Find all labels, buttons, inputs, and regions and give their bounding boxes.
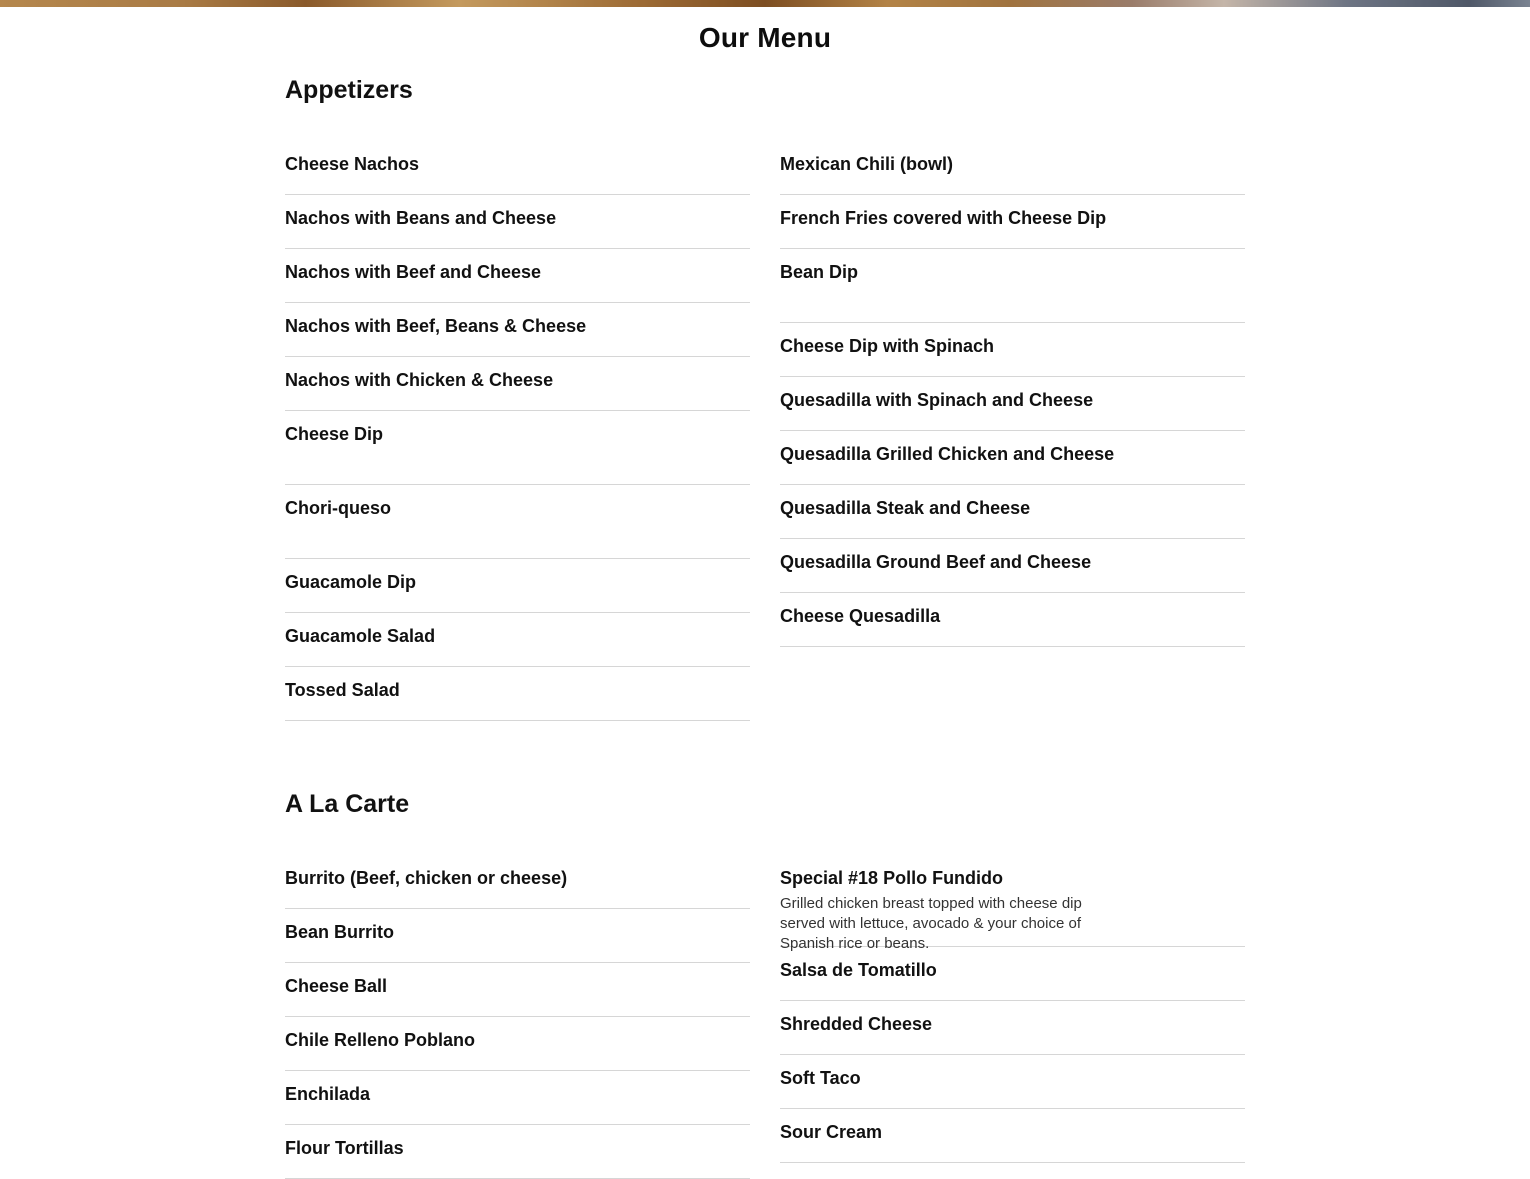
- menu-item-description: Grilled chicken breast topped with cheese dip served with lettuce, avocado & your choice of Spanish rice or beans.: [780, 895, 1082, 952]
- menu-item-name: Quesadilla Ground Beef and Cheese: [780, 552, 1092, 572]
- menu-item-name: Chile Relleno Poblano: [285, 1030, 476, 1050]
- menu-item-name: Bean Dip: [780, 262, 859, 282]
- menu-item[interactable]: [285, 1071, 750, 1125]
- top-banner-image: [0, 0, 1530, 7]
- menu-item-name: Guacamole Dip: [285, 572, 417, 592]
- menu-item[interactable]: [780, 249, 1245, 323]
- menu-item[interactable]: [285, 1017, 750, 1071]
- menu-item-name: Enchilada: [285, 1084, 371, 1104]
- appetizers-left-column: [285, 141, 750, 721]
- section-title-appetizers: Appetizers: [285, 76, 413, 104]
- menu-item-name: Nachos with Beans and Cheese: [285, 208, 557, 228]
- menu-item-name: Tossed Salad: [285, 680, 400, 700]
- menu-item-name: Mexican Chili (bowl): [780, 154, 954, 174]
- menu-item[interactable]: [780, 141, 1245, 195]
- menu-item[interactable]: [285, 1125, 750, 1179]
- menu-item[interactable]: [285, 195, 750, 249]
- menu-item-name: Salsa de Tomatillo: [780, 960, 937, 980]
- menu-item[interactable]: [285, 485, 750, 559]
- menu-item-name: Nachos with Beef and Cheese: [285, 262, 542, 282]
- menu-item[interactable]: [285, 357, 750, 411]
- menu-item-name: Special #18 Pollo Fundido: [780, 868, 1004, 888]
- menu-item-name: Cheese Dip: [285, 424, 384, 444]
- menu-item[interactable]: [285, 909, 750, 963]
- section-title-a-la-carte: A La Carte: [285, 790, 410, 818]
- menu-item-name: Cheese Ball: [285, 976, 388, 996]
- menu-item-name: French Fries covered with Cheese Dip: [780, 208, 1107, 228]
- menu-item[interactable]: [780, 377, 1245, 431]
- menu-item-name: Shredded Cheese: [780, 1014, 933, 1034]
- menu-item[interactable]: [285, 963, 750, 1017]
- a-la-carte-left-column: [285, 855, 750, 1179]
- menu-item-name: Flour Tortillas: [285, 1138, 404, 1158]
- menu-item[interactable]: [780, 1109, 1245, 1163]
- menu-item-name: Bean Burrito: [285, 922, 395, 942]
- menu-item[interactable]: [780, 323, 1245, 377]
- page-title: Our Menu: [698, 22, 832, 53]
- menu-item[interactable]: [285, 613, 750, 667]
- menu-item[interactable]: [780, 431, 1245, 485]
- menu-item-name: Nachos with Beef, Beans & Cheese: [285, 316, 587, 336]
- menu-item-name: Soft Taco: [780, 1068, 861, 1088]
- menu-item[interactable]: [285, 855, 750, 909]
- menu-item-name: Guacamole Salad: [285, 626, 436, 646]
- menu-item[interactable]: [780, 485, 1245, 539]
- menu-item[interactable]: [285, 559, 750, 613]
- menu-item[interactable]: [285, 303, 750, 357]
- menu-item-name: Chori-queso: [285, 498, 391, 518]
- menu-item[interactable]: [285, 141, 750, 195]
- appetizers-right-column: [780, 141, 1245, 647]
- menu-item-name: Burrito (Beef, chicken or cheese): [285, 868, 568, 888]
- menu-item[interactable]: [780, 1001, 1245, 1055]
- menu-item[interactable]: [285, 249, 750, 303]
- menu-item[interactable]: [780, 195, 1245, 249]
- menu-item-name: Quesadilla with Spinach and Cheese: [780, 390, 1094, 410]
- menu-item[interactable]: [780, 539, 1245, 593]
- menu-item-name: Quesadilla Steak and Cheese: [780, 498, 1031, 518]
- menu-item-name: Cheese Nachos: [285, 154, 420, 174]
- menu-item-name: Cheese Quesadilla: [780, 606, 941, 626]
- menu-item[interactable]: [780, 1055, 1245, 1109]
- a-la-carte-right-column: [780, 855, 1245, 1163]
- menu-item[interactable]: [780, 947, 1245, 1001]
- menu-item-name: Quesadilla Grilled Chicken and Cheese: [780, 444, 1115, 464]
- menu-item-name: Nachos with Chicken & Cheese: [285, 370, 554, 390]
- menu-item[interactable]: [285, 411, 750, 485]
- menu-item[interactable]: [780, 855, 1245, 952]
- menu-item[interactable]: [780, 593, 1245, 647]
- menu-item[interactable]: [285, 667, 750, 721]
- menu-item-name: Sour Cream: [780, 1122, 883, 1142]
- menu-item-name: Cheese Dip with Spinach: [780, 336, 995, 356]
